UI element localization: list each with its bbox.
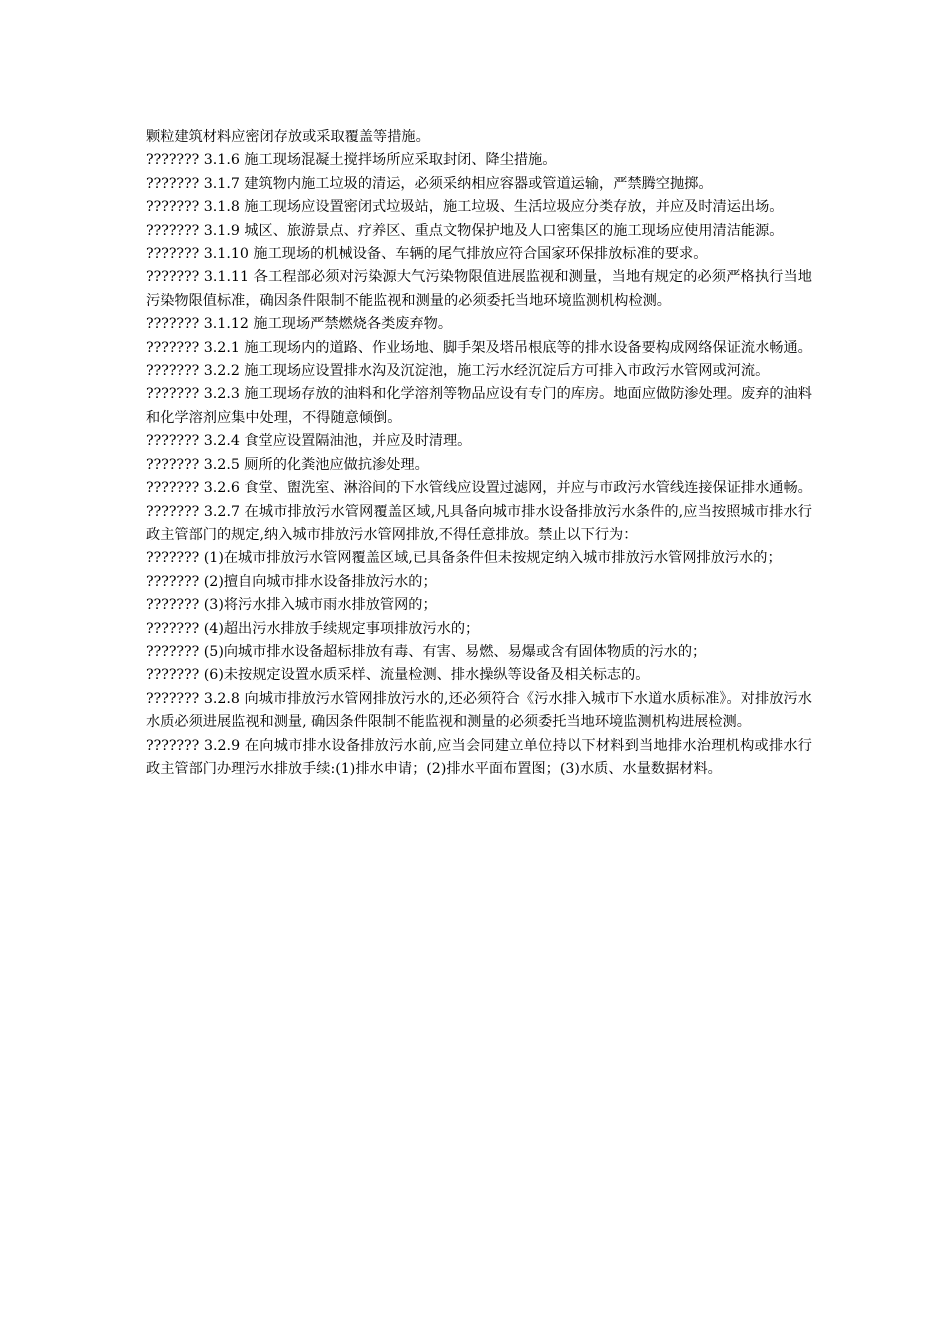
paragraph-23: ??????? 3.2.9 在向城市排水设备排放污水前,应当会同建立单位持以下材料到当地排水治理机构或排水行政主管部门办理污水排放手续:(1)排水申请；(2)排水平面布置图；(3)水质、水量数据材料。	[146, 737, 812, 777]
paragraph-13: ??????? 3.2.5 厕所的化粪池应做抗渗处理。	[146, 456, 429, 473]
paragraph-16: ??????? (1)在城市排放污水管网覆盖区域,已具备条件但未按规定纳入城市排放污水管网排放污水的；	[146, 550, 782, 567]
paragraph-3: ??????? 3.1.7 建筑物内施工垃圾的清运，必须采纳相应容器或管道运输，严禁腾空抛掷。	[146, 175, 713, 192]
paragraph-9: ??????? 3.2.1 施工现场内的道路、作业场地、脚手架及塔吊根底等的排水设备要构成网络保证流水畅通。	[146, 339, 812, 356]
paragraph-11: ??????? 3.2.3 施工现场存放的油料和化学溶剂等物品应设有专门的库房。地面应做防渗处理。废弃的油料和化学溶剂应集中处理，不得随意倾倒。	[146, 386, 812, 426]
paragraph-12: ??????? 3.2.4 食堂应设置隔油池，并应及时清理。	[146, 433, 472, 450]
paragraph-22: ??????? 3.2.8 向城市排放污水管网排放污水的,还必须符合《污水排入城市下水道水质标准》。对排放污水水质必须进展监视和测量, 确因条件限制不能监视和测量的必须委托当地环境监测机构进展检测。	[146, 690, 812, 731]
paragraph-10: ??????? 3.2.2 施工现场应设置排水沟及沉淀池，施工污水经沉淀后方可排入市政污水管网或河流。	[146, 363, 770, 380]
paragraph-14: ??????? 3.2.6 食堂、盥洗室、淋浴间的下水管线应设置过滤网，并应与市政污水管线连接保证排水通畅。	[146, 480, 812, 497]
paragraph-8: ??????? 3.1.12 施工现场严禁燃烧各类废弃物。	[146, 316, 453, 333]
paragraph-6: ??????? 3.1.10 施工现场的机械设备、车辆的尾气排放应符合国家环保排放标准的要求。	[146, 246, 708, 263]
paragraph-2: ??????? 3.1.6 施工现场混凝土搅拌场所应采取封闭、降尘措施。	[146, 152, 557, 169]
paragraph-21: ??????? (6)未按规定设置水质采样、流量检测、排水操纵等设备及相关标志的。	[146, 667, 650, 684]
paragraph-1: 颗粒建筑材料应密闭存放或采取覆盖等措施。	[146, 129, 430, 145]
paragraph-15: ??????? 3.2.7 在城市排放污水管网覆盖区域,凡具备向城市排水设备排放污水条件的,应当按照城市排水行政主管部门的规定,纳入城市排放污水管网排放,不得任意排放。禁止以下行为：	[146, 503, 812, 543]
paragraph-7: ??????? 3.1.11 各工程部必须对污染源大气污染物限值进展监视和测量，当地有规定的必须严格执行当地污染物限值标准，确因条件限制不能监视和测量的必须委托当地环境监测机构检测。	[146, 269, 812, 309]
paragraph-20: ??????? (5)向城市排水设备超标排放有毒、有害、易燃、易爆或含有固体物质的污水的；	[146, 643, 707, 660]
paragraph-5: ??????? 3.1.9 城区、旅游景点、疗养区、重点文物保护地及人口密集区的施工现场应使用清洁能源。	[146, 222, 784, 239]
paragraph-19: ??????? (4)超出污水排放手续规定事项排放污水的；	[146, 620, 480, 637]
paragraph-17: ??????? (2)擅自向城市排水设备排放污水的；	[146, 573, 437, 590]
paragraph-18: ??????? (3)将污水排入城市雨水排放管网的；	[146, 597, 437, 614]
paragraph-4: ??????? 3.1.8 施工现场应设置密闭式垃圾站，施工垃圾、生活垃圾应分类存放，并应及时清运出场。	[146, 199, 784, 216]
document-body	[146, 126, 812, 781]
